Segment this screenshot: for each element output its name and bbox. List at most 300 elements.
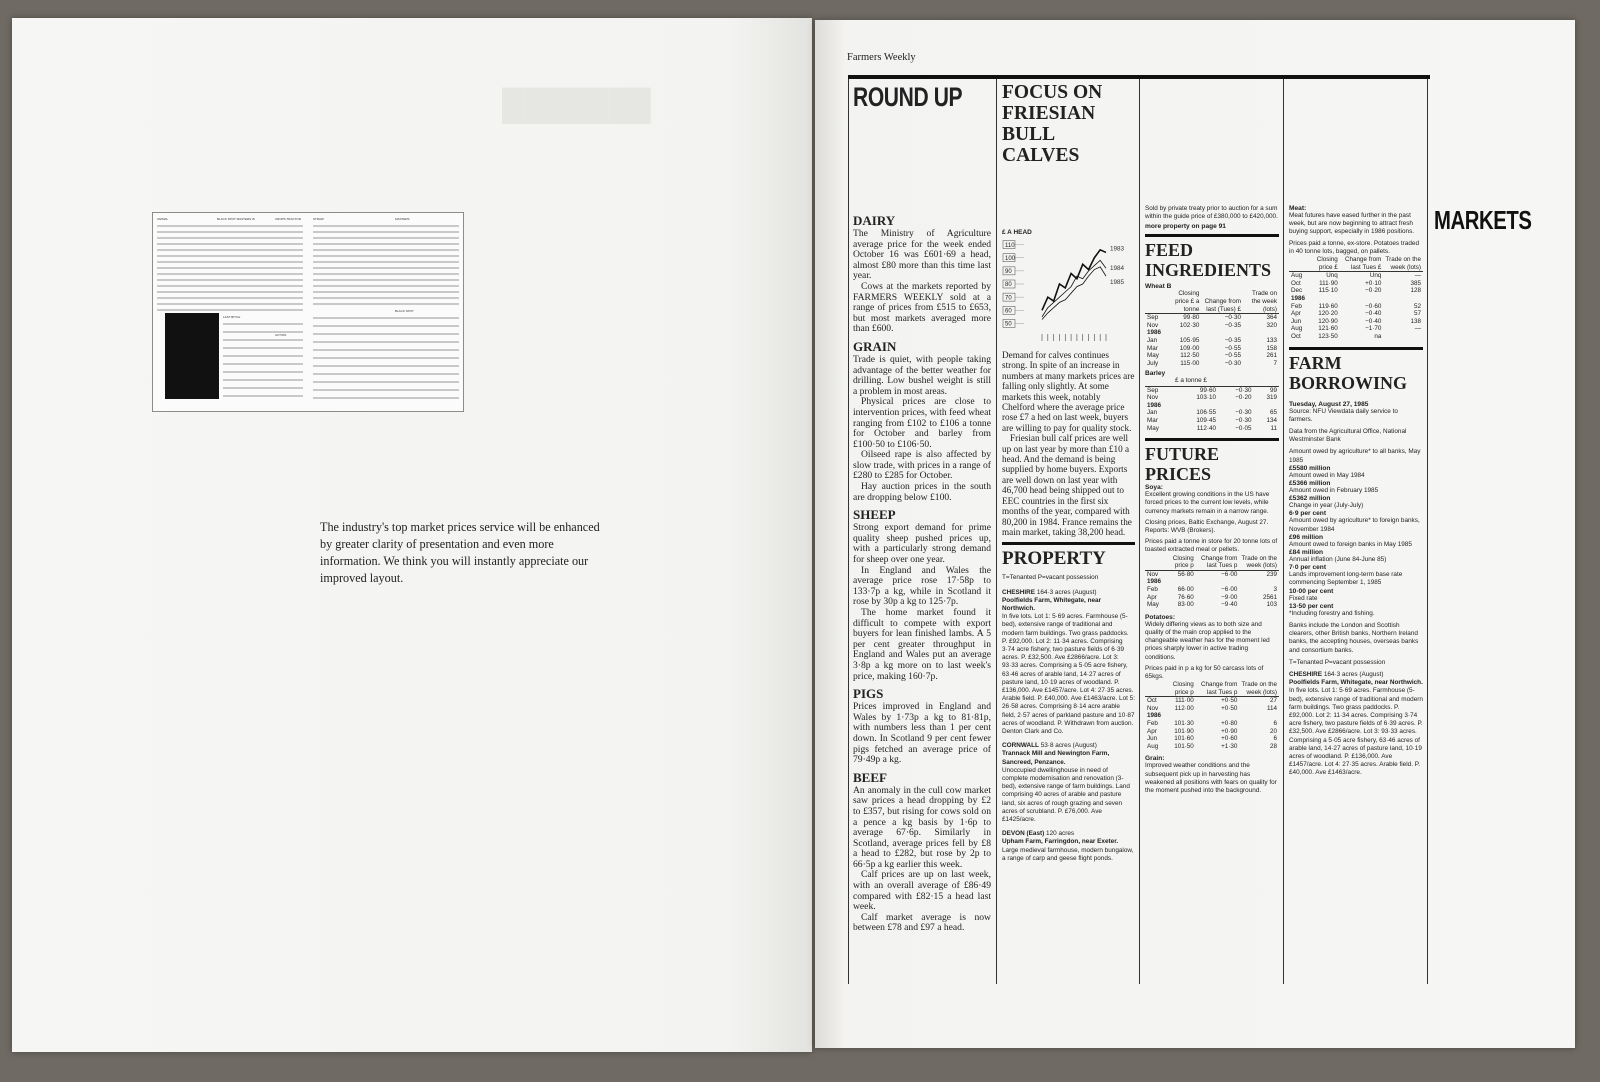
chart-tick-label: 80: [1005, 282, 1012, 289]
table-row: [1145, 570, 1279, 578]
table-cell: −6·00: [1221, 570, 1238, 578]
table-cell: May: [1147, 601, 1159, 609]
chart-tick-label: 110: [1005, 242, 1015, 249]
table-row: [1289, 333, 1423, 341]
table-cell: −0·35: [1224, 336, 1241, 344]
table-cell: 101·60: [1174, 735, 1194, 743]
table-row: [1145, 329, 1279, 337]
property-description: In five lots. Lot 1: 5·69 acres. Farmhouse (5-bed), extensive range of traditional and modern farm buildings. Two grass paddocks. P. £92,000. Lot 2: 11·34 acres. Comprising 3·74 acre fishery, two pasture fields of 6·39 acres. P. £32,500. Ave £2866/acre. Lot 3: 93·33 acres. Comprising a 5·05 acre fishery, 63·46 acres of arable land, 14·27 acres of pasture land, 10·19 acres of woodland. P. £136,000. Ave £1457/acre. Lot 4: 27·35 acres. Arable field. P. £40,000. Ave £1463/acre.: [1289, 687, 1423, 777]
table-header: [1145, 290, 1163, 313]
property-size: 53·8 acres (August): [1040, 742, 1097, 750]
focus-paragraph: Demand for calves continues strong. In spite of an increase in numbers at many markets prices are falling only slightly. At some markets this week, notably Chelford where the average price rose £7 a hed on last week, buyers are willing to pay for quality stock.: [1002, 350, 1135, 433]
chart-tick-label: 70: [1005, 295, 1012, 302]
table-cell: 7: [1273, 359, 1277, 367]
table-cell: Nov: [1147, 394, 1159, 402]
table-row: [1145, 322, 1279, 330]
publication-name: Farmers Weekly: [847, 52, 916, 63]
borrowing-column: [1289, 80, 1423, 985]
borrowing-item-value: 6·9 per cent: [1289, 510, 1327, 518]
table-cell: May: [1147, 424, 1159, 432]
table-row: [1145, 394, 1279, 402]
more-property-link: more property on page 91: [1145, 223, 1226, 231]
table-cell: −1·70: [1365, 325, 1382, 333]
table-cell: −0·40: [1365, 317, 1382, 325]
meat-price-table: [1289, 256, 1423, 341]
property-county: CHESHIRE: [1289, 671, 1323, 679]
section-heading: DAIRY: [853, 213, 896, 228]
wheat-label: Wheat B: [1145, 283, 1172, 291]
borrowing-item-label: Amount owed to foreign banks in May 1985: [1289, 540, 1412, 548]
property-name: Poolfields Farm, Whitegate, near Northwich.: [1002, 596, 1102, 612]
table-cell: 106·55: [1196, 409, 1216, 417]
potato-label: Potatoes:: [1145, 613, 1176, 621]
table-header: Change from last (Tues) £: [1201, 290, 1243, 313]
borrowing-item-value: £5362 million: [1289, 495, 1331, 503]
table-cell: 1986: [1147, 712, 1162, 720]
property-county: DEVON (East): [1002, 830, 1045, 838]
table-cell: [1383, 333, 1423, 341]
table-row: [1289, 287, 1423, 295]
table-cell: Sep: [1147, 386, 1159, 394]
farm-title-line: BORROWING: [1289, 372, 1408, 393]
table-cell: 120·20: [1318, 310, 1338, 318]
farm-title-line: FARM: [1289, 352, 1342, 373]
table-row: [1145, 417, 1279, 425]
table-cell: +0·50: [1221, 704, 1238, 712]
table-row: [1145, 387, 1279, 395]
future-title: [1145, 444, 1279, 484]
column-rule: [996, 79, 997, 984]
table-cell: 111·90: [1319, 279, 1338, 287]
table-row: [1145, 409, 1279, 417]
table-cell: +0·50: [1221, 697, 1238, 705]
borrowing-item-label: Annual inflation (June 84-June 85): [1289, 555, 1387, 563]
borrowing-item-label: Lands improvement long-term base rate commencing September 1, 1985: [1289, 571, 1403, 587]
table-cell: [1201, 329, 1243, 337]
property-sale-note: Sold by private treaty prior to auction for a sum within the guide price of £380,000 to £420,000.: [1145, 205, 1278, 221]
table-cell: Feb: [1291, 302, 1302, 310]
table-header: Trade on the week (lots): [1383, 256, 1423, 272]
table-row: [1145, 720, 1279, 728]
table-row: [1145, 728, 1279, 736]
table-cell: 1986: [1147, 578, 1162, 586]
table-row: [1145, 705, 1279, 713]
thumbnail-heading: STRAW: [313, 217, 324, 221]
table-cell: −0·20: [1235, 394, 1252, 402]
table-header: [1289, 256, 1307, 272]
borrowing-source: Source: NFU Viewdata daily service to farmers.: [1289, 407, 1398, 423]
table-cell: 138: [1410, 317, 1421, 325]
table-cell: +0·60: [1221, 735, 1238, 743]
table-cell: 101·50: [1174, 742, 1194, 750]
table-cell: [1163, 578, 1196, 586]
soya-price-table: [1145, 555, 1279, 609]
focus-title-line: FOCUS ON: [1002, 82, 1103, 103]
table-cell: [1163, 712, 1196, 720]
future-title-line: PRICES: [1145, 464, 1212, 485]
borrowing-item-value: £5366 million: [1289, 479, 1331, 487]
table-cell: 109·45: [1196, 416, 1216, 424]
table-cell: 99·80: [1183, 314, 1200, 322]
borrowing-date: Tuesday, August 27, 1985: [1289, 400, 1369, 408]
table-cell: 83·00: [1177, 601, 1194, 609]
table-cell: [1163, 329, 1201, 337]
section-heading: BEEF: [853, 769, 887, 785]
potato-price-table: [1145, 681, 1279, 750]
focus-column: [1002, 80, 1135, 985]
table-cell: 123·50: [1318, 332, 1338, 340]
table-row: [1289, 325, 1423, 333]
barley-unit: £ a tonne £: [1145, 377, 1279, 386]
borrowing-item-label: Fixed rate: [1289, 594, 1318, 602]
table-cell: 65: [1269, 409, 1277, 417]
borrowing-item-value: 13·50 per cent: [1289, 602, 1334, 610]
grain-text: Improved weather conditions and the subsequent pick up in harvesting has weakened all positions with fears on quality for the moment pushed into the background.: [1145, 762, 1277, 795]
table-cell: 112·50: [1180, 352, 1200, 360]
table-cell: −9·00: [1221, 593, 1238, 601]
table-cell: 134: [1266, 416, 1277, 424]
table-row: [1145, 337, 1279, 345]
thumbnail-page-right: [313, 217, 459, 405]
table-cell: 158: [1266, 344, 1277, 352]
banks-note: Banks include the London and Scottish clearers, other British banks, Northern Ireland banks, the accepting houses, overseas banks and consortium banks.: [1289, 622, 1419, 654]
thumbnail-heading: ANIMAL: [157, 217, 169, 221]
table-row: [1145, 601, 1279, 609]
thumbnail-heading: MASTERS: [395, 217, 410, 221]
table-cell: [1307, 295, 1340, 303]
chart-series-line: [1042, 267, 1106, 320]
table-cell: Feb: [1147, 720, 1158, 728]
section-heading: PIGS: [853, 686, 884, 702]
table-cell: Jan: [1147, 336, 1158, 344]
table-row: [1289, 295, 1423, 303]
section-paragraph: Hay auction prices in the south are dropping below £100.: [853, 481, 991, 503]
table-cell: 239: [1266, 570, 1277, 578]
section-rule: [1002, 542, 1135, 545]
table-row: [1145, 743, 1279, 751]
table-cell: −0·30: [1235, 409, 1252, 417]
show-through-heading: ███████: [502, 89, 651, 122]
section-paragraph: Calf market average is now between £78 and £97 a head.: [853, 911, 991, 934]
section-paragraph: Cows at the markets reported by FARMERS WEEKLY sold at a range of prices from £515 to £653, but most markets averaged more than £600.: [853, 280, 991, 335]
table-header: Trade on the week (lots): [1239, 555, 1279, 571]
table-cell: 385: [1410, 279, 1421, 287]
borrowing-footnote: *Including forestry and fishing.: [1289, 609, 1375, 617]
table-cell: 120·90: [1318, 317, 1338, 325]
table-cell: 6: [1273, 720, 1277, 728]
thumbnail-heading: ACTION: [275, 333, 287, 337]
table-cell: 320: [1266, 321, 1277, 329]
table-cell: Oct: [1147, 697, 1157, 705]
meat-text: Meat futures have eased further in the past week, but are now beginning to attract fresh buying support, especially in 1986 positions.: [1289, 212, 1415, 236]
table-cell: Apr: [1147, 593, 1157, 601]
table-cell: Apr: [1291, 310, 1301, 318]
table-cell: May: [1147, 352, 1159, 360]
table-cell: −0·30: [1235, 386, 1252, 394]
table-cell: Apr: [1147, 727, 1157, 735]
section-paragraph: Trade is quiet, with people taking advantage of the better weather for drilling. Low bushel weight is still a problem in most areas.: [853, 353, 991, 397]
table-cell: 111·00: [1175, 697, 1194, 705]
potato-text: Widely differing views as to both size and quality of the main crop applied to the changeable weather has for the moment led prices sharply lower in active trading conditions.: [1145, 620, 1270, 661]
property-entry: [1002, 742, 1135, 824]
table-cell: —: [1414, 325, 1421, 333]
thumbnail-heading: BLACK SPOT: [395, 309, 414, 313]
barley-price-table: [1145, 387, 1279, 433]
table-cell: [1239, 578, 1279, 586]
property-entry: [1002, 830, 1135, 863]
table-cell: 102·30: [1179, 321, 1200, 329]
section-paragraph: The home market found it difficult to compete with export buyers for lean finished lambs. A 5 per cent greater throughput in England and Wales put an average 3·8p a kg more on to last week's price, making 160·7p.: [853, 607, 991, 682]
round-up-title: ROUND UP: [853, 82, 963, 112]
barley-label: Barley: [1145, 370, 1166, 378]
table-cell: 3: [1273, 585, 1277, 593]
table-cell: 114: [1266, 704, 1277, 712]
table-cell: 103: [1266, 601, 1277, 609]
section-rule: [1289, 347, 1423, 350]
table-header: Trade on the week (lots): [1243, 290, 1279, 313]
soya-text: Excellent growing conditions in the US have forced prices to the current low levels, while currency markets remain in a narrow range.: [1145, 491, 1270, 515]
chart-series-label: 1985: [1110, 279, 1125, 287]
table-cell: Nov: [1147, 570, 1159, 578]
table-cell: —: [1414, 272, 1421, 280]
table-row: [1145, 586, 1279, 594]
section-paragraph: Oilseed rape is also affected by slow trade, with prices in a range of £280 to £285 for October.: [853, 449, 991, 482]
property-name: Poolfields Farm, Whitegate, near Northwich.: [1289, 679, 1423, 687]
table-cell: [1196, 578, 1240, 586]
table-header: [1145, 681, 1163, 697]
table-cell: 11: [1270, 424, 1277, 432]
table-cell: −0·30: [1235, 416, 1252, 424]
table-header: Closing price £: [1307, 256, 1340, 272]
table-row: [1145, 402, 1279, 410]
section-paragraph: The Ministry of Agriculture average price for the week ended October 16 was £601·69 a head, almost £80 more than this time last year.: [853, 228, 991, 282]
table-cell: Feb: [1147, 585, 1158, 593]
table-cell: −0·35: [1224, 321, 1241, 329]
table-cell: July: [1147, 359, 1159, 367]
table-cell: 128: [1410, 287, 1421, 295]
table-cell: Aug: [1291, 325, 1303, 333]
section-rule: [1145, 234, 1279, 237]
property-legend: T=Tenanted P=vacant possession: [1002, 574, 1099, 582]
table-cell: Aug: [1291, 272, 1303, 280]
wheat-price-table: [1145, 290, 1279, 367]
table-cell: 99: [1269, 386, 1277, 394]
future-title-line: FUTURE: [1145, 444, 1220, 465]
meat-note: Prices paid a tonne, ex-store. Potatoes traded in 40 tonne lots, bagged, on pallets.: [1289, 239, 1420, 255]
table-cell: [1239, 712, 1279, 720]
thumbnail-black-panel: [165, 313, 219, 399]
markets-tab: MARKETS: [1434, 205, 1532, 235]
table-cell: Mar: [1147, 416, 1158, 424]
table-cell: 28: [1269, 742, 1277, 750]
table-row: [1145, 314, 1279, 322]
table-cell: [1218, 402, 1254, 410]
promo-tagline: The industry's top market prices service will be enhanced by greater clarity of presentation and even more information. We think you will instantly appreciate our improved layout.: [320, 520, 600, 585]
table-cell: [1196, 712, 1240, 720]
table-cell: −6·00: [1221, 585, 1238, 593]
table-header: Closing price p: [1163, 681, 1196, 697]
table-cell: −0·55: [1224, 344, 1241, 352]
table-cell: 133: [1266, 336, 1277, 344]
table-cell: 99·60: [1199, 386, 1216, 394]
table-cell: Unq: [1326, 272, 1338, 280]
borrowing-item-value: £96 million: [1289, 533, 1324, 541]
table-cell: 121·60: [1318, 325, 1338, 333]
property-description: Large medieval farmhouse, modern bungalow, a range of carp and geese flight ponds.: [1002, 846, 1134, 862]
table-row: [1145, 594, 1279, 602]
table-cell: 27: [1269, 697, 1277, 705]
table-cell: −0·30: [1224, 314, 1241, 322]
property-county: CHESHIRE: [1002, 588, 1036, 596]
potato-note: Prices paid in p a kg for 50 carcass lots of 65kgs.: [1145, 664, 1264, 680]
table-row: [1289, 280, 1423, 288]
table-header: [1145, 555, 1163, 571]
thumbnail-old-layout: [152, 212, 464, 412]
section-paragraph: Strong export demand for prime quality sheep pushed prices up, with a particularly strong demand for sheep over one year.: [853, 522, 991, 566]
table-cell: 105·95: [1179, 336, 1200, 344]
table-cell: 112·00: [1174, 704, 1194, 712]
table-cell: −0·05: [1235, 424, 1252, 432]
table-cell: +0·10: [1365, 279, 1382, 287]
borrowing-item-label: Amount owed by agriculture* to foreign banks, November 1984: [1289, 517, 1420, 533]
table-header: Closing price £ a tonne: [1163, 290, 1201, 313]
table-cell: Oct: [1291, 332, 1301, 340]
focus-title-line: FRIESIAN: [1002, 103, 1096, 124]
table-header: Change from last Tues p: [1196, 555, 1240, 571]
table-cell: 57: [1413, 310, 1421, 318]
table-cell: 2561: [1262, 593, 1277, 601]
table-cell: 101·30: [1174, 720, 1194, 728]
thumbnail-heading: BLACK SPOT MASTERS IS: [217, 217, 255, 221]
table-cell: 66·00: [1177, 585, 1194, 593]
table-cell: Jan: [1147, 409, 1158, 417]
table-cell: −9·40: [1221, 601, 1238, 609]
borrowing-item-label: Amount owed in May 1984: [1289, 471, 1365, 479]
property-county: CORNWALL: [1002, 742, 1039, 750]
calf-price-chart: [1002, 226, 1135, 346]
table-cell: na: [1374, 332, 1382, 340]
borrowing-item-value: 7·0 per cent: [1289, 564, 1327, 572]
round-up-column: [853, 80, 991, 985]
table-cell: −0·60: [1365, 302, 1382, 310]
table-row: [1145, 360, 1279, 368]
table-cell: +0·80: [1221, 720, 1238, 728]
table-row: [1145, 425, 1279, 433]
section-paragraph: Physical prices are close to intervention prices, with feed wheat ranging from £102 to £106 a tonne for October and barley from £100·50 to £106·50.: [853, 396, 991, 450]
chart-tick-label: 90: [1005, 269, 1012, 276]
borrowing-item-label: Amount owed by agriculture* to all banks, May 1985: [1289, 448, 1421, 464]
table-cell: −0·55: [1224, 352, 1241, 360]
focus-title: [1002, 82, 1135, 166]
column-rule: [1427, 79, 1428, 984]
table-cell: Nov: [1147, 704, 1159, 712]
property-description: In five lots. Lot 1: 5·69 acres. Farmhouse (5-bed), extensive range of traditional and modern farm buildings. Two grass paddocks. P. £92,000. Lot 2: 11·34 acres. Comprising 3·74 acre fishery, two pasture fields of 6·39 acres. P. £32,500. Ave £2866/acre. Lot 3: 93·33 acres. Comprising a 5·05 acre fishery, 63·46 acres of arable land, 14·27 acres of pasture land, 10·19 acres of woodland. P. £136,000. Ave £1457/acre. Lot 4: 27·35 acres. Arable field. P. £40,000. Ave £1463/acre. Lot 5: 26·58 acres. Comprising 8·14 acre arable field, 2·57 acres of parkland pasture and 10·87 acres of woodland. P. Withdrawn from auction. Denton Clark and Co.: [1002, 613, 1135, 735]
table-cell: Oct: [1291, 279, 1301, 287]
table-cell: 115·00: [1180, 359, 1200, 367]
property-size: 164·3 acres (August): [1036, 588, 1097, 596]
section-heading: SHEEP: [853, 507, 896, 523]
table-row: [1145, 697, 1279, 705]
farm-borrowing-title: [1289, 353, 1423, 393]
chart-series-label: 1984: [1110, 265, 1125, 273]
borrowing-item-label: Amount owed in February 1985: [1289, 486, 1379, 494]
table-cell: 319: [1266, 394, 1277, 402]
feed-title: [1145, 240, 1279, 280]
table-cell: 101·90: [1174, 727, 1194, 735]
table-cell: 1986: [1291, 294, 1306, 302]
table-cell: 103·10: [1196, 394, 1216, 402]
table-cell: 20: [1269, 727, 1277, 735]
property-size: 164·3 acres (August): [1323, 671, 1384, 679]
focus-paragraph: Friesian bull calf prices are well up on last year by more than £10 a head. And the demand is being supplied by home buyers. Exports are well down on last year with 46,700 head being shipped out to EEC countries in the first six months of the year, compared with 80,200 in 1984. France remains the main market, taking 38,200 head.: [1002, 433, 1132, 537]
focus-title-line: BULL CALVES: [1002, 124, 1080, 166]
section-paragraph: An anomaly in the cull cow market saw prices a head dropping by £2 to £357, but rising for cows sold on a pence a kg basis by 1·6p to average 67·6p. Similarly in Scotland, average prices fell by £8 a head to £282, but rose by 2p to 66·5p a kg earlier this week.: [853, 784, 991, 870]
chart-series-line: [1042, 250, 1106, 310]
chart-tick-label: 100: [1005, 255, 1016, 262]
property-description: Unoccupied dwellinghouse in need of complete modernisation and renovation (3-bed), extensive range of farm buildings. Land comprising 40 acres of arable and pasture land, six acres of rough grazing and seven acres of scrubland. P. £76,000. Ave £1425/acre.: [1002, 766, 1130, 823]
table-cell: 115·10: [1318, 287, 1338, 295]
table-cell: [1243, 329, 1279, 337]
section-rule: [1145, 438, 1279, 441]
table-cell: 76·60: [1177, 593, 1194, 601]
table-cell: 6: [1273, 735, 1277, 743]
table-header: Change from last Tues £: [1340, 256, 1384, 272]
round-up-sections: [853, 213, 991, 934]
table-cell: Jun: [1147, 735, 1158, 743]
table-row: [1289, 318, 1423, 326]
feed-title-line: FEED: [1145, 240, 1194, 261]
table-cell: +1·30: [1221, 742, 1238, 750]
chart-tick-label: 50: [1005, 321, 1012, 328]
table-cell: Sep: [1147, 314, 1159, 322]
table-row: [1145, 578, 1279, 586]
thumbnail-heading: CROPS TRACTOR: [275, 217, 301, 221]
table-cell: [1383, 295, 1423, 303]
table-cell: [1177, 402, 1218, 410]
table-cell: −0·40: [1365, 310, 1382, 318]
property-legend: T=Tenanted P=vacant possession: [1289, 658, 1386, 666]
borrowing-item-value: £5580 million: [1289, 464, 1331, 472]
table-cell: 261: [1266, 352, 1277, 360]
soya-note: Closing prices, Baltic Exchange, August 27. Reports: WVB (Brokers).: [1145, 518, 1269, 534]
table-row: [1289, 272, 1423, 280]
table-cell: 364: [1266, 314, 1277, 322]
section-heading: GRAIN: [853, 338, 897, 354]
soya-label: Soya:: [1145, 484, 1163, 492]
borrowing-figures: [1289, 448, 1423, 609]
table-header: Trade on the week (lots): [1239, 681, 1279, 697]
column-rule: [1283, 79, 1284, 984]
grain-label: Grain:: [1145, 755, 1165, 763]
table-cell: [1340, 295, 1384, 303]
table-cell: −0·20: [1365, 287, 1382, 295]
table-cell: Unq: [1369, 272, 1382, 280]
chart-series-label: 1983: [1110, 245, 1125, 253]
table-cell: 1986: [1147, 401, 1162, 409]
table-row: [1145, 345, 1279, 353]
property-name: Trannack Mill and Newington Farm, Sancreed, Penzance.: [1002, 750, 1110, 766]
table-row: [1289, 310, 1423, 318]
section-paragraph: Calf prices are up on last week, with an overall average of £86·49 compared with £82·15 a head last week.: [853, 869, 991, 913]
meat-label: Meat:: [1289, 205, 1307, 212]
table-cell: 56·80: [1177, 570, 1194, 578]
table-cell: 119·60: [1318, 302, 1338, 310]
table-row: [1145, 352, 1279, 360]
chart-tick-label: 60: [1005, 308, 1012, 315]
soya-note: Prices paid a tonne in store for 20 tonne lots of toasted extracted meal or pellets.: [1145, 538, 1278, 554]
property-name: Upham Farm, Farringdon, near Exeter.: [1002, 838, 1119, 846]
table-cell: +0·90: [1221, 727, 1238, 735]
